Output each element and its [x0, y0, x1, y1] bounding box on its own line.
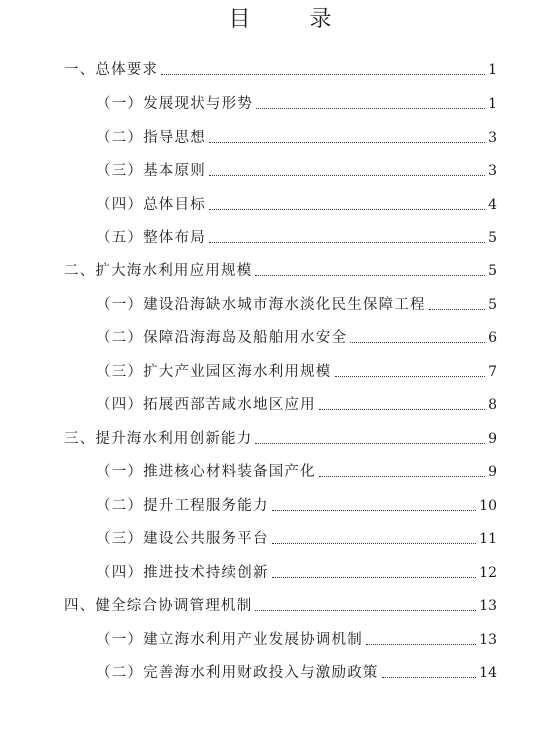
dot-leader	[319, 408, 485, 410]
toc-entry-label: 四、健全综合协调管理机制	[64, 598, 253, 614]
toc-entry-page: 13	[479, 632, 497, 648]
toc-entry-page: 14	[479, 665, 497, 681]
toc-entry-page: 4	[488, 197, 497, 213]
toc-entry-page: 1	[488, 96, 497, 112]
toc-entry-page: 9	[488, 464, 497, 480]
toc-entry[interactable]	[64, 429, 497, 449]
dot-leader	[272, 509, 476, 511]
dot-leader	[161, 73, 485, 75]
toc-entry-label: （三）基本原则	[96, 163, 206, 179]
toc-entry[interactable]	[96, 362, 497, 382]
toc-entry[interactable]	[64, 261, 497, 281]
toc-entry[interactable]	[96, 630, 497, 650]
toc-entry[interactable]	[64, 596, 497, 616]
toc-entry-label: （二）指导思想	[96, 130, 206, 146]
toc-entry-label: （三）扩大产业园区海水利用规模	[96, 364, 332, 380]
dot-leader	[366, 643, 476, 645]
toc-entry-page: 6	[488, 330, 497, 346]
toc-entry-label: （二）保障沿海海岛及船舶用水安全	[96, 330, 348, 346]
toc-entry-page: 8	[488, 397, 497, 413]
dot-leader	[319, 475, 485, 477]
toc-entry-label: （一）发展现状与形势	[96, 96, 253, 112]
toc-entry-page: 13	[479, 598, 497, 614]
toc-entry[interactable]	[96, 195, 497, 215]
toc-entry[interactable]	[64, 60, 497, 80]
toc-entry[interactable]	[96, 128, 497, 148]
dot-leader	[272, 542, 476, 544]
dot-leader	[256, 107, 485, 109]
dot-leader	[382, 676, 477, 678]
toc-entry-page: 5	[488, 230, 497, 246]
toc-entry-label: （二）完善海水利用财政投入与激励政策	[96, 665, 379, 681]
dot-leader	[209, 174, 485, 176]
toc-entry[interactable]	[96, 228, 497, 248]
toc-entry[interactable]	[96, 529, 497, 549]
toc-entry[interactable]	[96, 563, 497, 583]
dot-leader	[429, 308, 485, 310]
toc-entry-page: 5	[488, 297, 497, 313]
toc-entry[interactable]	[96, 328, 497, 348]
dot-leader	[255, 442, 485, 444]
toc-entry-label: （五）整体布局	[96, 230, 206, 246]
toc-entry-page: 9	[488, 431, 497, 447]
toc-entry-page: 3	[488, 130, 497, 146]
dot-leader	[350, 341, 485, 343]
toc-entry-label: 一、总体要求	[64, 62, 159, 78]
toc-entry[interactable]	[96, 94, 497, 114]
toc-entry-label: （一）建立海水利用产业发展协调机制	[96, 632, 363, 648]
toc-entry[interactable]	[96, 161, 497, 181]
dot-leader	[209, 208, 485, 210]
toc-entry-label: （一）推进核心材料装备国产化	[96, 464, 316, 480]
toc-entry-page: 7	[488, 364, 497, 380]
dot-leader	[272, 576, 476, 578]
toc-title: 目 录	[228, 7, 358, 32]
dot-leader	[209, 141, 485, 143]
toc-entry[interactable]	[96, 663, 497, 683]
toc-entry[interactable]	[96, 395, 497, 415]
dot-leader	[209, 241, 485, 243]
toc-entry-page: 3	[488, 163, 497, 179]
toc-entry-label: 二、扩大海水利用应用规模	[64, 263, 253, 279]
toc-entry-label: 三、提升海水利用创新能力	[64, 431, 253, 447]
toc-entry-label: （二）提升工程服务能力	[96, 498, 269, 514]
toc-entry-label: （一）建设沿海缺水城市海水淡化民生保障工程	[96, 297, 426, 313]
toc-entry[interactable]	[96, 295, 497, 315]
toc-entry-page: 1	[488, 62, 497, 78]
toc-entry-page: 5	[488, 263, 497, 279]
dot-leader	[255, 609, 476, 611]
dot-leader	[255, 274, 485, 276]
toc-entry-page: 12	[479, 565, 497, 581]
toc-entry[interactable]	[96, 496, 497, 516]
toc-entry-label: （三）建设公共服务平台	[96, 531, 269, 547]
toc-entry-label: （四）拓展西部苦咸水地区应用	[96, 397, 316, 413]
dot-leader	[335, 375, 486, 377]
toc-entry-label: （四）推进技术持续创新	[96, 565, 269, 581]
toc-entry-page: 11	[479, 531, 497, 547]
toc-entry-page: 10	[479, 498, 497, 514]
toc-entry-label: （四）总体目标	[96, 197, 206, 213]
toc-entry[interactable]	[96, 462, 497, 482]
